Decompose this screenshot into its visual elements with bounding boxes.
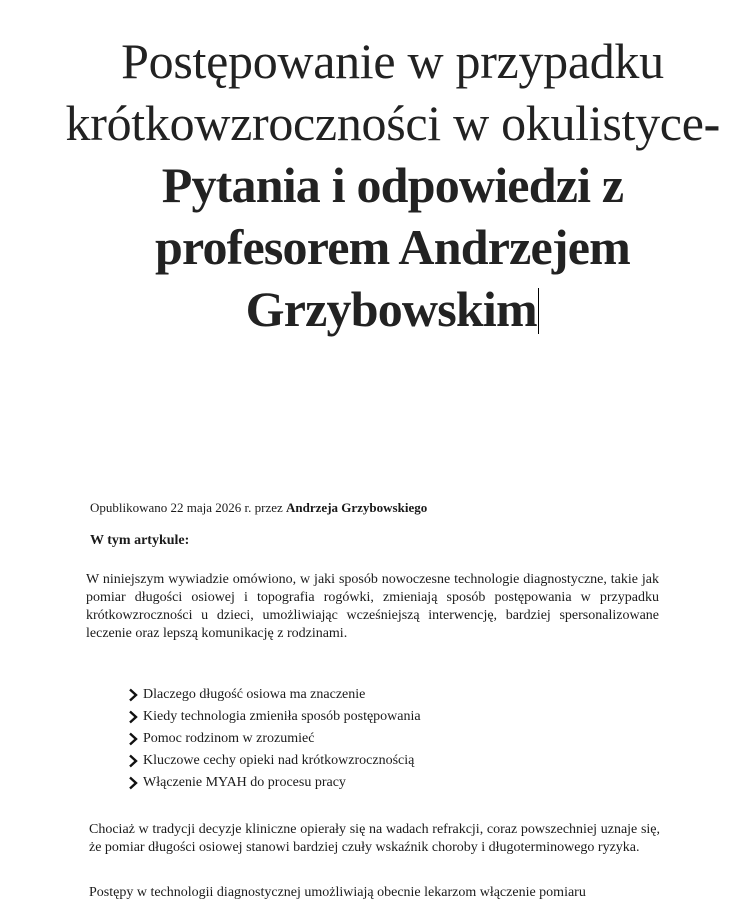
toc-list	[127, 684, 421, 794]
text-cursor	[538, 288, 540, 334]
second-paragraph: Chociaż w tradycji decyzje kliniczne opierały się na wadach refrakcji, coraz powszechniej uznaje się, że pomiar długości osiowej stanowi bardziej czuły wskaźnik choroby i długoterminowego ryzyka.	[89, 822, 660, 855]
chevron-right-icon	[127, 732, 139, 746]
intro-paragraph: W niniejszym wywiadzie omówiono, w jaki sposób nowoczesne technologie diagnostyczne, takie jak pomiar długości osiowej i topografia rogówki, zmieniają sposób postępowania w przypadku krótkowzroczności u dzieci, umożliwiając wcześniejszą interwencję, bardziej spersonalizowane leczenie oraz lepszą komunikację z rodzinami.	[86, 572, 659, 641]
byline	[90, 500, 427, 516]
toc-link-key-features[interactable]	[127, 750, 421, 772]
article-title	[60, 30, 725, 340]
toc-link-label: Kluczowe cechy opieki nad krótkowzrocznością	[143, 753, 415, 768]
byline-author: Andrzeja Grzybowskiego	[286, 500, 428, 515]
title-bold-text: - Pytania i odpowiedzi z profesorem Andrzejem Grzybowskim	[154, 95, 720, 337]
third-paragraph: Postępy w technologii diagnostycznej umożliwiają obecnie lekarzom włączenie pomiaru	[89, 885, 586, 900]
toc-heading: W tym artykule:	[90, 533, 190, 548]
toc-link-label: Włączenie MYAH do procesu pracy	[143, 775, 346, 790]
toc-link-axial-length[interactable]	[127, 684, 421, 706]
chevron-right-icon	[127, 776, 139, 790]
toc-link-myah-workflow[interactable]	[127, 772, 421, 794]
toc-link-technology-change[interactable]	[127, 706, 421, 728]
byline-prefix: Opublikowano 22 maja 2026 r. przez	[90, 500, 287, 515]
toc-link-label: Kiedy technologia zmieniła sposób postępowania	[143, 709, 421, 724]
chevron-right-icon	[127, 688, 139, 702]
toc-link-label: Pomoc rodzinom w zrozumieć	[143, 731, 315, 746]
title-regular-text: Postępowanie w przypadku krótkowzroczności w okulistyce	[65, 33, 704, 151]
chevron-right-icon	[127, 754, 139, 768]
chevron-right-icon	[127, 710, 139, 724]
toc-link-label: Dlaczego długość osiowa ma znaczenie	[143, 687, 366, 702]
toc-link-helping-families[interactable]	[127, 728, 421, 750]
